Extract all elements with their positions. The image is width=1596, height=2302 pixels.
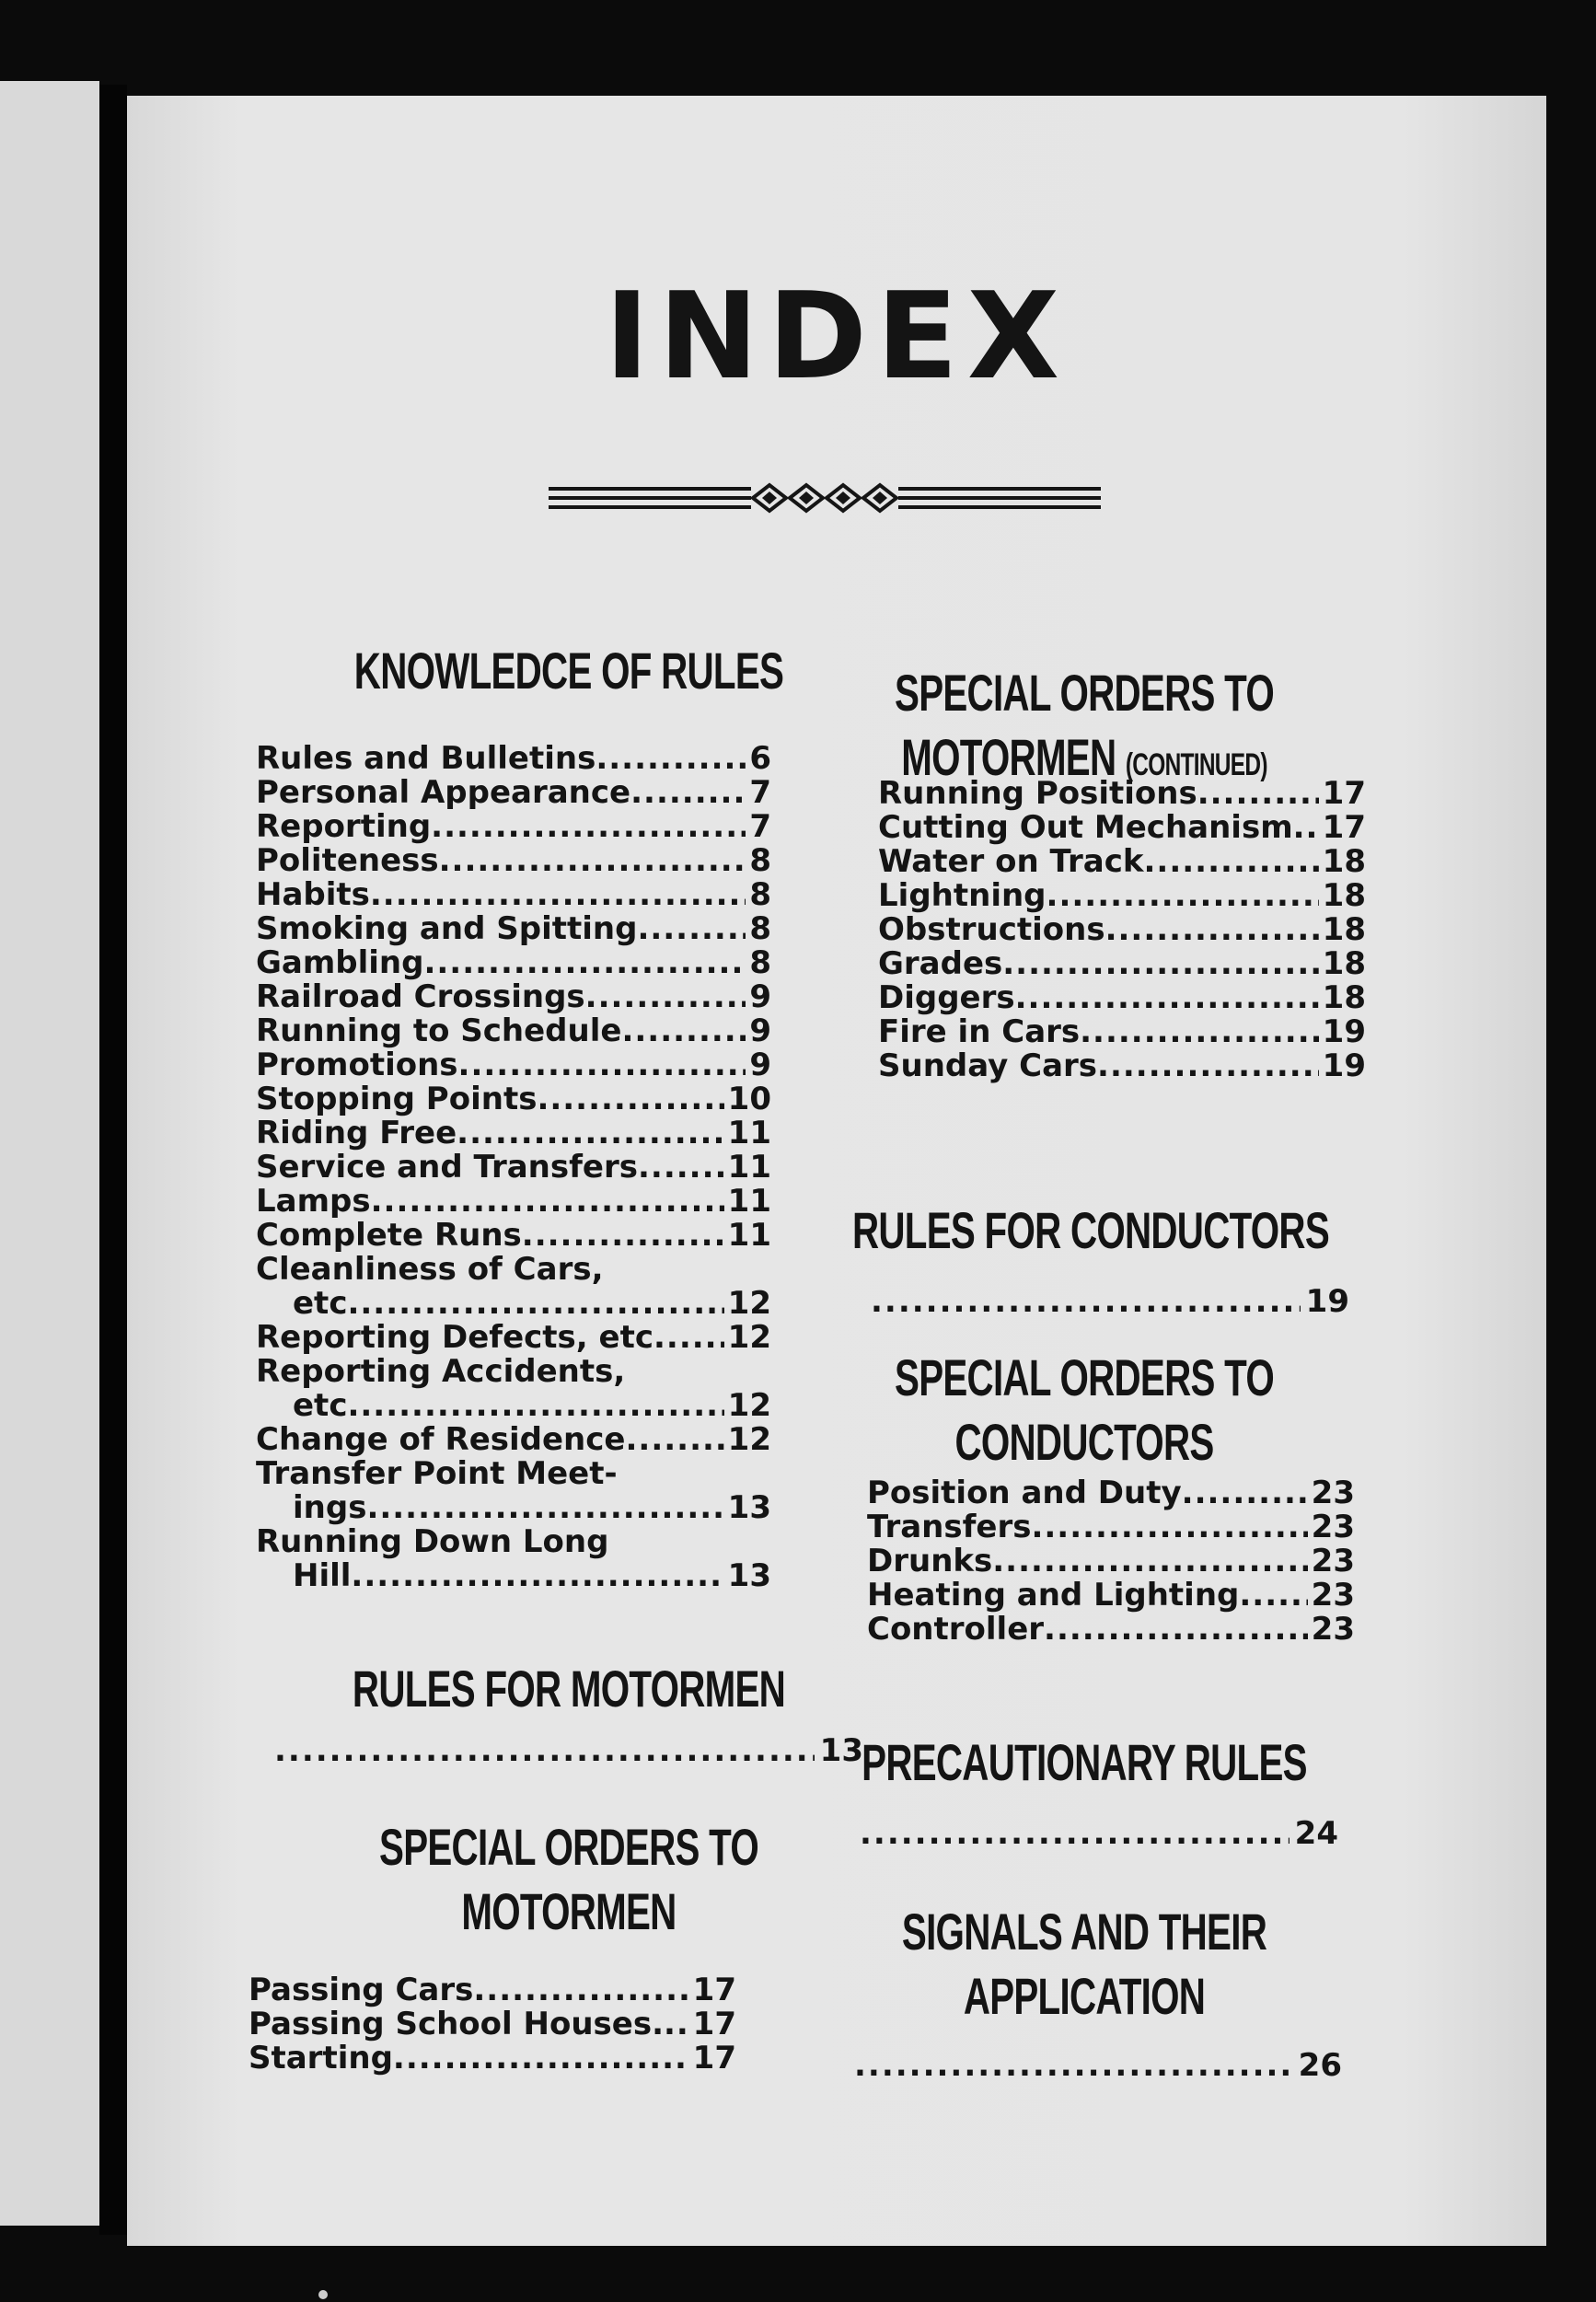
conductors-dotline [871, 1283, 1349, 1320]
page-number: 13 [727, 1557, 771, 1594]
entry-name: Change of Residence [256, 1421, 626, 1458]
dot-leader [347, 1287, 723, 1321]
entry-name: Obstructions [878, 911, 1105, 948]
page-number: 18 [1322, 945, 1366, 982]
index-entry [256, 1185, 771, 1219]
index-entry-first-line [256, 1253, 771, 1287]
entry-name: Grades [878, 945, 1003, 982]
entry-name: Fire in Cars [878, 1013, 1081, 1050]
index-entry [249, 1973, 736, 2007]
dot-leader [1031, 1510, 1307, 1544]
index-entry-first-line [256, 1457, 771, 1491]
index-entry [256, 1389, 771, 1423]
dot-leader [393, 2042, 689, 2076]
dot-leader [473, 1973, 688, 2007]
page-number: 12 [727, 1421, 771, 1458]
dot-leader [860, 1815, 1290, 1852]
dot-leader [431, 810, 746, 844]
dot-leader [1044, 1613, 1308, 1647]
special-motormen-cont-entries [878, 777, 1366, 1083]
entry-name: Position and Duty [867, 1475, 1182, 1511]
dot-leader [638, 1151, 724, 1185]
motormen-heading: RULES FOR MOTORMEN [352, 1660, 786, 1718]
index-entry [878, 777, 1366, 811]
page-number: 12 [727, 1285, 771, 1322]
index-entry [256, 844, 771, 878]
dot-leader [366, 1491, 723, 1525]
entry-name: Starting [249, 2040, 393, 2076]
entry-name-continued: etc [293, 1387, 348, 1424]
page-number: 26 [1298, 2047, 1342, 2084]
entry-name: Cleanliness of Cars, [256, 1251, 604, 1288]
index-entry [256, 1321, 771, 1355]
page-number: 12 [727, 1387, 771, 1424]
conductors-heading: RULES FOR CONDUCTORS [852, 1201, 1329, 1259]
entry-name: Running Positions [878, 775, 1197, 812]
index-entry [878, 879, 1366, 913]
dot-leader [621, 1014, 746, 1048]
dot-leader [596, 742, 746, 776]
entry-name: Running to Schedule [256, 1012, 622, 1049]
page-number: 18 [1322, 877, 1366, 914]
signals-section [762, 1900, 1406, 2029]
page-number: 11 [727, 1115, 771, 1151]
conductors-section [762, 1198, 1406, 1263]
index-entry [878, 947, 1366, 981]
entry-name-continued: etc [293, 1285, 348, 1322]
page-number: 17 [692, 1972, 736, 2008]
page-number: 23 [1311, 1509, 1355, 1545]
index-entry [256, 1151, 771, 1185]
index-entry [256, 1116, 771, 1151]
dot-leader [1105, 913, 1319, 947]
special-motormen-heading-line2: MOTORMEN [461, 1882, 677, 1940]
special-conductors-section [762, 1346, 1406, 1475]
page-number: 8 [749, 876, 771, 913]
entry-name: Transfers [867, 1509, 1032, 1545]
entry-name: Transfer Point Meet- [256, 1455, 618, 1492]
page-number: 19 [1322, 1013, 1366, 1050]
page-number: 11 [727, 1217, 771, 1254]
page-number: 8 [749, 944, 771, 981]
index-entry [878, 811, 1366, 845]
index-entry [867, 1544, 1355, 1579]
dot-leader [371, 1185, 724, 1219]
dot-leader [625, 1423, 723, 1457]
index-entry [878, 1049, 1366, 1083]
page-number: 9 [749, 978, 771, 1015]
dot-leader [1097, 1049, 1319, 1083]
entry-name: Controller [867, 1611, 1045, 1648]
index-entry [256, 776, 771, 810]
dot-leader [347, 1389, 723, 1423]
entry-name: Sunday Cars [878, 1047, 1098, 1084]
index-entry [256, 980, 771, 1014]
page-number: 18 [1322, 843, 1366, 880]
dot-leader [1182, 1476, 1308, 1510]
index-entry [256, 742, 771, 776]
page-number: 23 [1311, 1475, 1355, 1511]
page-number: 13 [727, 1489, 771, 1526]
special-motormen-cont-heading-line1: SPECIAL ORDERS TO [895, 664, 1274, 722]
dot-leader [1293, 811, 1319, 845]
motormen-section [247, 1657, 891, 1721]
dot-leader [630, 776, 746, 810]
index-entry-first-line [256, 1525, 771, 1559]
special-conductors-heading-line1: SPECIAL ORDERS TO [895, 1348, 1274, 1406]
dot-leader [522, 1219, 724, 1253]
index-entry [249, 2042, 736, 2076]
dot-leader [1239, 1579, 1307, 1613]
entry-name: Promotions [256, 1047, 458, 1083]
entry-name: Diggers [878, 979, 1015, 1016]
dot-leader [457, 1116, 724, 1151]
signals-heading-line1: SIGNALS AND THEIR [901, 1903, 1267, 1961]
entry-name: Lightning [878, 877, 1047, 914]
dot-leader [458, 1048, 746, 1082]
page-number: 13 [819, 1732, 863, 1769]
index-entry [256, 912, 771, 946]
dot-leader [637, 912, 746, 946]
index-entry [256, 946, 771, 980]
entry-name: Complete Runs [256, 1217, 522, 1254]
entry-name-continued: Hill [293, 1557, 352, 1594]
index-entry [878, 845, 1366, 879]
entry-name: Riding Free [256, 1115, 457, 1151]
page-number: 17 [1322, 775, 1366, 812]
index-entry [256, 810, 771, 844]
page-number: 19 [1305, 1283, 1349, 1320]
page-number: 8 [749, 910, 771, 947]
entry-name: Drunks [867, 1543, 993, 1579]
page-number: 10 [727, 1081, 771, 1117]
index-entry [867, 1510, 1355, 1544]
page-number: 11 [727, 1149, 771, 1186]
dot-leader [1015, 981, 1319, 1015]
index-page [127, 96, 1546, 2246]
dot-leader [1144, 845, 1319, 879]
entry-name: Cutting Out Mechanism [878, 809, 1293, 846]
index-entry [878, 1015, 1366, 1049]
book-spine [99, 85, 127, 2235]
entry-name: Passing Cars [249, 1972, 474, 2008]
page-number: 7 [749, 808, 771, 845]
special-conductors-entries [867, 1476, 1355, 1647]
dot-leader [585, 980, 746, 1014]
page-number: 9 [749, 1012, 771, 1049]
entry-name: Rules and Bulletins [256, 740, 596, 777]
dot-leader [423, 946, 746, 980]
entry-name: Lamps [256, 1183, 371, 1220]
dot-leader [664, 2007, 689, 2042]
facing-page-edge [0, 81, 99, 2226]
index-entry [256, 1559, 771, 1593]
index-entry [256, 1287, 771, 1321]
page-number: 8 [749, 842, 771, 879]
page-number: 9 [749, 1047, 771, 1083]
index-entry [256, 1082, 771, 1116]
index-entry [867, 1476, 1355, 1510]
index-entry [878, 981, 1366, 1015]
page-number: 18 [1322, 911, 1366, 948]
index-entry [249, 2007, 736, 2042]
index-entry [256, 1491, 771, 1525]
index-entry-first-line [256, 1355, 771, 1389]
index-entry [867, 1613, 1355, 1647]
heading-text: MOTORMEN [901, 728, 1116, 786]
entry-name: Smoking and Spitting [256, 910, 638, 947]
dot-leader [351, 1559, 723, 1593]
dot-leader [854, 2047, 1293, 2084]
entry-name: Water on Track [878, 843, 1144, 880]
signals-heading-line2: APPLICATION [963, 1967, 1206, 2025]
entry-name: Gambling [256, 944, 424, 981]
dot-leader [274, 1732, 815, 1769]
dot-leader [370, 878, 746, 912]
page-number: 17 [692, 2040, 736, 2076]
precautionary-dotline [860, 1815, 1338, 1852]
index-entry [256, 878, 771, 912]
special-conductors-heading-line2: CONDUCTORS [954, 1413, 1214, 1471]
page-number: 24 [1294, 1815, 1338, 1852]
entry-name: Railroad Crossings [256, 978, 585, 1015]
entry-name-continued: ings [293, 1489, 367, 1526]
dot-leader [653, 1321, 724, 1355]
decorative-rule [549, 480, 1101, 516]
page-number: 18 [1322, 979, 1366, 1016]
dot-leader [1047, 879, 1319, 913]
dot-leader [1002, 947, 1318, 981]
index-entry [256, 1048, 771, 1082]
dot-leader [439, 844, 746, 878]
page-number: 23 [1311, 1577, 1355, 1614]
entry-name: Reporting Defects, etc [256, 1319, 653, 1356]
index-entry [256, 1423, 771, 1457]
page-number: 11 [727, 1183, 771, 1220]
signals-dotline [854, 2047, 1342, 2084]
index-entry [867, 1579, 1355, 1613]
page-number: 17 [1322, 809, 1366, 846]
paper-speck [318, 2290, 328, 2299]
entry-name: Reporting [256, 808, 432, 845]
dot-leader [1080, 1015, 1319, 1049]
entry-name: Reporting Accidents, [256, 1353, 626, 1390]
entry-name: Passing School Houses. [249, 2006, 664, 2042]
special-motormen-entries [249, 1973, 736, 2076]
knowledge-entries [256, 742, 771, 1593]
precautionary-section [762, 1730, 1406, 1795]
entry-name: Politeness [256, 842, 439, 879]
page-number: 6 [749, 740, 771, 777]
entry-name: Habits [256, 876, 370, 913]
page-number: 17 [692, 2006, 736, 2042]
knowledge-heading: KNOWLEDCE OF RULES [353, 642, 784, 700]
precautionary-heading: PRECAUTIONARY RULES [862, 1733, 1307, 1791]
entry-name: Stopping Points [256, 1081, 538, 1117]
index-entry [256, 1219, 771, 1253]
entry-name: Heating and Lighting [867, 1577, 1240, 1614]
page-number: 23 [1311, 1543, 1355, 1579]
special-motormen-heading-line1: SPECIAL ORDERS TO [379, 1818, 758, 1876]
index-entry [878, 913, 1366, 947]
entry-name: Personal Appearance [256, 774, 631, 811]
page-number: 19 [1322, 1047, 1366, 1084]
page-title: INDEX [604, 266, 1070, 406]
entry-name: Service and Transfers [256, 1149, 638, 1186]
dot-leader [871, 1283, 1301, 1320]
page-number: 23 [1311, 1611, 1355, 1648]
dot-leader [537, 1082, 723, 1116]
heading-note: (CONTINUED) [1125, 747, 1267, 782]
entry-name: Running Down Long [256, 1523, 609, 1560]
index-entry [256, 1014, 771, 1048]
dot-leader [992, 1544, 1307, 1579]
page-number: 7 [749, 774, 771, 811]
dot-leader [1197, 777, 1319, 811]
page-number: 12 [727, 1319, 771, 1356]
